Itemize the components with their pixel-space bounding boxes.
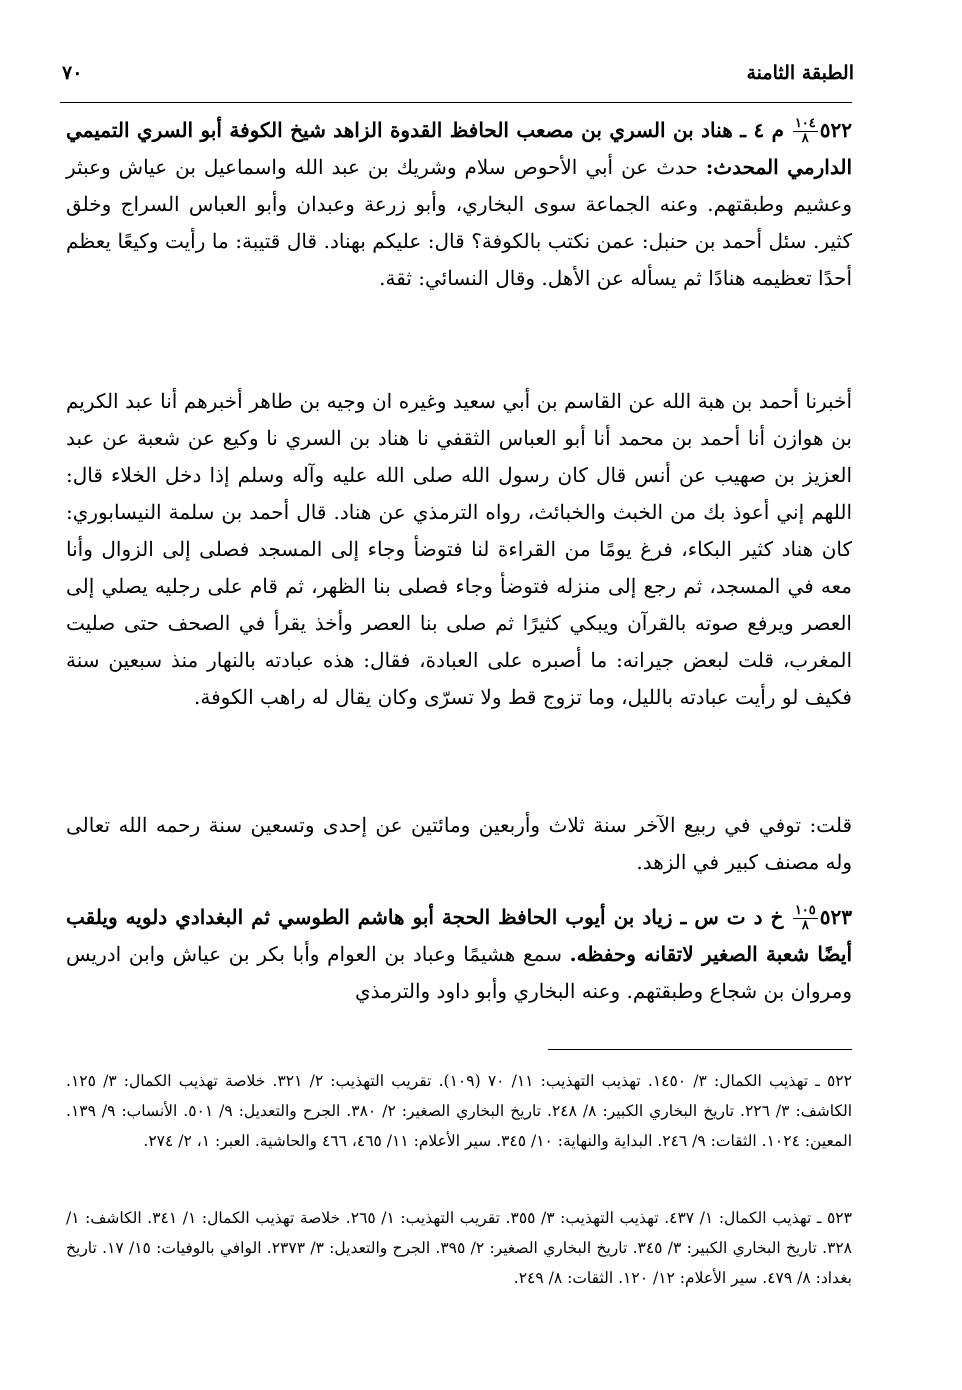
entry-number: ٥٢٢ [819,118,852,142]
entry-body: حدث عن أبي الأحوص سلام وشريك بن عبد الله واسماعيل بن عياش وعبثر وعشيم وطبقتهم. وعنه الجماعة سوى البخاري، وأبو زرعة وعبدان وأبو العباس السراج وخلق كثير. سئل أحمد بن حنبل: عمن نكتب بالكوفة؟ قال: عليكم بهناد. قال قتيبة: ما رأيت وكيعًا يعظم أحدًا تعظيمه هنادًا ثم يسأله عن الأهل. وقال النسائي: ثقة. [66,155,852,290]
entry-heading: م ٤ ـ هناد بن السري بن مصعب الحافظ القدوة الزاهد شيخ الكوفة أبو السري التميمي الدارمي المحدث: [66,118,853,179]
running-title: الطبقة الثامنة [746,62,854,84]
narration-text: أخبرنا أحمد بن هبة الله عن القاسم بن أبي سعيد وغيره ان وجيه بن طاهر أخبرهم أنا عبد الكريم بن هوازن أنا أحمد بن محمد أنا أبو العباس الثقفي نا هناد بن السري نا وكيع عن شعبة عن عبد العزيز بن صهيب عن أنس قال كان رسول الله صلى الله عليه وآله وسلم إذا دخل الخلاء قال: اللهم إني أعوذ بك من الخبث والخبائث، رواه الترمذي عن هناد. قال أحمد بن سلمة النيسابوري: كان هناد كثير البكاء، فرغ يومًا من القراءة لنا فتوضأ وجاء إلى المسجد فصلى إلى الزوال وأنا معه في المسجد، ثم رجع إلى منزله فتوضأ وجاء فصلى بنا الظهر، ثم قام على رجليه يصلي إلى العصر ويرفع صوته بالقرآن ويبكي كثيرًا ثم صلى بنا العصر وأخذ يقرأ في الصحف حتى صليت المغرب، قلت لبعض جيرانه: ما أصبره على العبادة، فقال: هذه عبادته بالنهار منذ سبعين سنة فكيف لو رأيت عبادته بالليل، وما تزوج قط ولا تسرّى وكان يقال له راهب الكوفة. [66,389,853,709]
page-header [62,58,854,88]
footnote-523 [66,1203,852,1293]
entry-body: سمع هشيمًا وعباد بن العوام وأبا بكر بن عياش وابن ادريس ومروان بن شجاع وطبقتهم. وعنه البخاري وأبو داود والترمذي [66,942,852,1003]
entry-number: ٥٢٣ [819,905,853,929]
entry-fraction: $\frac{١٠٥}{٨}$ [794,903,816,933]
footnote-number: ٥٢٢ [826,1072,852,1090]
footnote-522 [66,1066,852,1156]
narration-paragraph [66,383,852,716]
page-number: ٧٠ [62,62,83,84]
header-rule [60,102,852,103]
entry-fraction: $\frac{١٠٤}{٨}$ [794,116,816,146]
footnote-rule [548,1049,852,1050]
comment-text: قلت: توفي في ربيع الآخر سنة ثلاث وأربعين ومائتين عن إحدى وتسعين سنة رحمه الله تعالى وله مصنف كبير في الزهد. [66,813,853,874]
entry-heading: خ د ت س ـ زياد بن أيوب الحافظ الحجة أبو هاشم الطوسي ثم البغدادي دلويه ويلقب أيضًا شعبة الصغير لاتقانه وحفظه. [66,905,852,966]
comment-paragraph [66,807,852,881]
footnote-text: ـ تهذيب الكمال: ٣/ ١٤٥٠. تهذيب التهذيب: ١١/ ٧٠ (١٠٩). تقريب التهذيب: ٢/ ٣٢١. خلاصة تهذيب الكمال: ٣/ ١٢٥. الكاشف: ٣/ ٢٢٦. تاريخ البخاري الكبير: ٨/ ٢٤٨. تاريخ البخاري الصغير: ٢/ ٣٨٠. الجرح والتعديل: ٩/ ٥٠١. الأنساب: ٩/ ١٣٩. المعين: ١٠٢٤. الثقات: ٩/ ٢٤٦. البداية والنهاية: ١٠/ ٣٤٥. سير الأعلام: ١١/ ٤٦٥، ٤٦٦ والحاشية. العبر: ١، ٢/ ٢٧٤. [66,1072,853,1150]
entry-522 [66,112,852,297]
footnote-text: ـ تهذيب الكمال: ١/ ٤٣٧. تهذيب التهذيب: ٣/ ٣٥٥. تقريب التهذيب: ١/ ٢٦٥. خلاصة تهذيب الكمال: ١/ ٣٤١. الكاشف: ١/ ٣٢٨. تاريخ البخاري الكبير: ٣/ ٣٤٥. تاريخ البخاري الصغير: ٢/ ٣٩٥. الجرح والتعديل: ٣/ ٢٣٧٣. الوافي بالوفيات: ١٥/ ١٧. تاريخ بغداد: ٨/ ٤٧٩. سير الأعلام: ١٢/ ١٢٠. الثقات: ٨/ ٢٤٩. [66,1209,853,1287]
entry-523 [66,899,852,1010]
footnote-number: ٥٢٣ [826,1209,852,1227]
